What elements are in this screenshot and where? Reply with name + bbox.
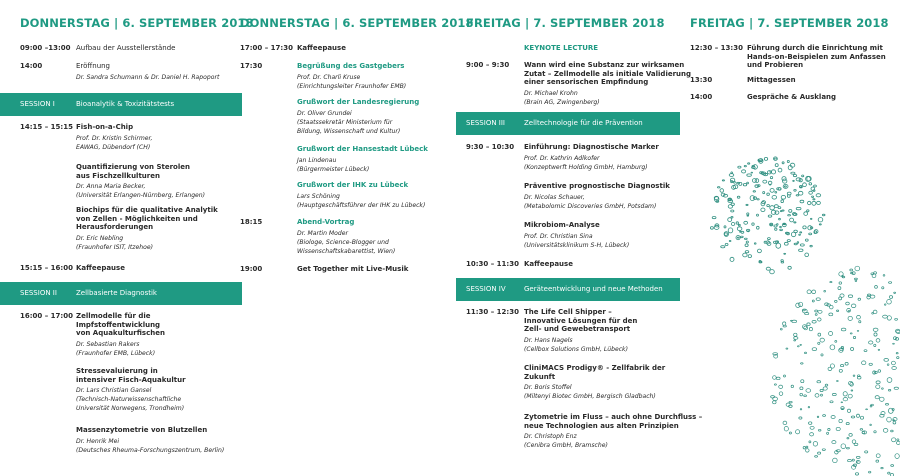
session-label: SESSION III (466, 119, 505, 127)
item-title: intensiver Fisch-Aquakultur (76, 375, 186, 384)
item-title: Gespräche & Ausklang (747, 93, 837, 101)
item-title: Begrüßung des Gastgebers (297, 62, 405, 70)
session-label: SESSION II (20, 289, 57, 297)
time: 10:30 – 11:30 (466, 260, 519, 268)
speaker: Prof. Dr. Charli Kruse (297, 73, 361, 81)
item-title: Biochips für die qualitative Analytik (76, 206, 218, 214)
item-title: Kaffeepause (297, 44, 346, 52)
item-title: neue Technologien aus alten Prinzipien (524, 421, 679, 430)
affiliation: (Bürgermeister Lübeck) (297, 165, 370, 173)
cell-sphere-illustration (690, 150, 900, 476)
column-thursday-2 (240, 0, 474, 476)
affiliation: (Hauptgeschäftsführer der IHK zu Lübeck) (297, 201, 426, 209)
session-title: Zellbasierte Diagnostik (76, 289, 157, 297)
speaker: Jan Lindenau (297, 156, 337, 164)
session-bar (0, 93, 242, 116)
affiliation: (Cenibra GmbH, Bramsche) (524, 442, 608, 450)
time: 18:15 (240, 218, 263, 226)
item-title: Grußwort der Hansestadt Lübeck (297, 145, 428, 153)
speaker: Dr. Anna Maria Becker, (76, 183, 146, 191)
speaker: Prof. Dr. Christian Sina (524, 232, 593, 240)
time: 12:30 – 13:30 (690, 44, 743, 52)
item-title: Impfstoffentwicklung (76, 320, 161, 329)
item-title: Wann wird eine Substanz zur wirksamen (524, 61, 685, 69)
affiliation: Universität Norwegens, Trondheim) (76, 405, 185, 413)
time: 16:00 – 17:00 (20, 312, 73, 320)
column-heading: FREITAG | 7. SEPTEMBER 2018 (690, 16, 889, 30)
time: 14:15 – 15:15 (20, 123, 73, 131)
item-title: Zukunft (524, 372, 556, 381)
column-friday-2 (690, 0, 895, 476)
time: 14:00 (690, 93, 713, 101)
speaker: Dr. Oliver Grundei (297, 109, 352, 117)
time: 17:00 – 17:30 (240, 44, 293, 52)
column-heading: DONNERSTAG | 6. SEPTEMBER 2018 (240, 16, 474, 30)
speaker: Prof. Dr. Kathrin Adlkofer (524, 154, 600, 162)
speaker: Dr. Michael Krohn (524, 89, 578, 97)
affiliation: EAWAG, Dübendorf (CH) (76, 143, 151, 151)
item-title: The Life Cell Shipper – (524, 308, 612, 316)
item-title: Eröffnung (76, 62, 111, 70)
column-heading: FREITAG | 7. SEPTEMBER 2018 (466, 16, 665, 30)
affiliation: (Cellbox Solutions GmbH, Lübeck) (524, 345, 628, 353)
affiliation: (Universität Erlangen-Nürnberg, Erlangen) (76, 192, 206, 200)
speaker: Dr. Eric Nebling (76, 234, 124, 242)
time: 15:15 – 16:00 (20, 264, 73, 272)
time: 17:30 (240, 62, 263, 70)
item-title: von Zellen - Möglichkeiten und (76, 214, 198, 223)
item-title: Zytometrie im Fluss – auch ohne Durchfluss – (524, 413, 703, 421)
speaker: Dr. Sandra Schumann & Dr. Daniel H. Rapoport (76, 73, 220, 81)
item-title: Kaffeepause (76, 264, 125, 272)
time: 13:30 (690, 76, 713, 84)
speaker: Dr. Martin Moder (297, 229, 348, 237)
item-title: Grußwort der IHK zu Lübeck (297, 181, 409, 189)
keynote-label: KEYNOTE LECTURE (524, 44, 599, 52)
affiliation: (Brain AG, Zwingenberg) (524, 98, 600, 106)
item-title: CliniMACS Prodigy® - Zellfabrik der (524, 364, 666, 372)
session-title: Bioanalytik & Toxizitätstests (76, 100, 175, 108)
affiliation: (Biologe, Science-Blogger und (297, 238, 389, 246)
affiliation: (Einrichtungsleiter Fraunhofer EMB) (297, 82, 407, 90)
speaker: Dr. Boris Stoffel (524, 384, 572, 392)
time: 19:00 (240, 265, 263, 273)
item-title: Aufbau der Ausstellerstände (76, 44, 176, 52)
item-title: Stressevaluierung in (76, 367, 158, 375)
item-title: Mittagessen (747, 76, 796, 84)
session-bar (456, 112, 680, 135)
session-label: SESSION IV (466, 285, 506, 293)
item-title: Hands-on-Beispielen zum Anfassen (747, 52, 886, 61)
item-title: Mikrobiom-Analyse (524, 221, 600, 229)
column-heading: DONNERSTAG | 6. SEPTEMBER 2018 (20, 16, 254, 30)
speaker: Lars Schöning (297, 192, 340, 200)
speaker: Dr. Lars Christian Gansel (76, 387, 152, 395)
item-title: Zutat – Zellmodelle als initiale Validierung (524, 69, 692, 78)
speaker: Dr. Nicolas Schauer, (524, 193, 585, 201)
affiliation: (Staatssekretär Ministerium für (297, 118, 393, 126)
affiliation: (Konzeptwerft Holding GmbH, Hamburg) (524, 163, 648, 171)
speaker: Dr. Hans Nagels (524, 336, 573, 344)
item-title: Fish-on-a-Chip (76, 123, 134, 131)
item-title: einer sensorischen Empfindung (524, 78, 649, 87)
item-title: Zell- und Gewebetransport (524, 325, 631, 334)
affiliation: (Fraunhofer EMB, Lübeck) (76, 349, 156, 357)
session-bar (0, 282, 242, 305)
affiliation: (Metabolomic Discoveries GmbH, Potsdam) (524, 202, 657, 210)
time: 9:00 – 9:30 (466, 61, 510, 69)
item-title: und Probieren (747, 61, 804, 70)
speaker: Dr. Christoph Enz (524, 433, 577, 441)
affiliation: (Technisch-Naturwissenschaftliche (76, 396, 182, 404)
affiliation: (Deutsches Rheuma-Forschungszentrum, Berlin) (76, 446, 225, 454)
session-title: Geräteentwicklung und neue Methoden (524, 285, 663, 293)
time: 11:30 – 12:30 (466, 308, 519, 316)
item-title: Präventive prognostische Diagnostik (524, 182, 670, 190)
item-title: Zellmodelle für die (76, 312, 151, 320)
session-title: Zelltechnologie für die Prävention (524, 119, 643, 127)
affiliation: (Fraunhofer ISIT, Itzehoe) (76, 243, 153, 251)
affiliation: Wissenschaftskabarettist, Wien) (297, 247, 396, 255)
item-title: Grußwort der Landesregierung (297, 98, 420, 106)
item-title: Abend-Vortrag (297, 218, 355, 226)
time: 09:00 –13:00 (20, 44, 71, 52)
item-title: Führung durch die Einrichtung mit (747, 44, 883, 52)
time: 14:00 (20, 62, 43, 70)
item-title: von Aquakulturfischen (76, 329, 165, 338)
session-bar (456, 278, 680, 301)
item-title: Einführung: Diagnostische Marker (524, 143, 659, 151)
affiliation: Bildung, Wissenschaft und Kultur) (297, 127, 401, 135)
speaker: Prof. Dr. Kristin Schirmer, (76, 134, 153, 142)
session-label: SESSION I (20, 100, 55, 108)
item-title: Quantifizierung von Sterolen (76, 163, 190, 171)
speaker: Dr. Sebastian Rakers (76, 340, 140, 348)
item-title: aus Fischzellkulturen (76, 171, 160, 180)
item-title: Massenzytometrie von Blutzellen (76, 426, 208, 434)
item-title: Kaffeepause (524, 260, 573, 268)
affiliation: (Universitätsklinikum S-H, Lübeck) (524, 241, 630, 249)
item-title: Get Together mit Live-Musik (297, 265, 409, 273)
item-title: Herausforderungen (76, 223, 154, 232)
affiliation: (Miltenyi Biotec GmbH, Bergisch Gladbach) (524, 393, 656, 401)
item-title: Innovative Lösungen für den (524, 316, 638, 325)
speaker: Dr. Henrik Mei (76, 437, 120, 445)
time: 9:30 – 10:30 (466, 143, 515, 151)
